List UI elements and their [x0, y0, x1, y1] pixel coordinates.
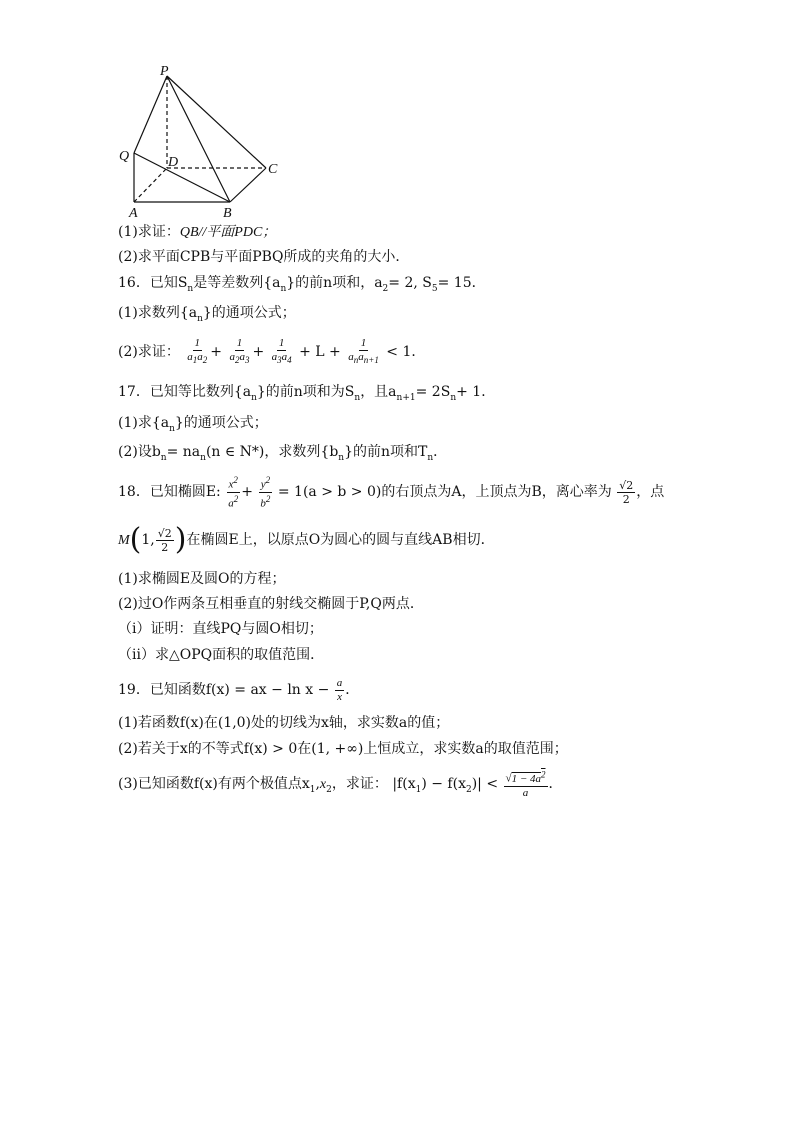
frac-a-x: $\frac{a}{x}$	[336, 676, 343, 703]
p17-stem-d: = 2S	[415, 384, 451, 400]
frac-sqrt2-2-b: $\frac{√2}{2}$	[157, 526, 172, 554]
p18-q1-text: (1)求椭圆E及圆O的方程；	[118, 571, 286, 587]
label-q: Q	[119, 149, 130, 164]
p19-stem-b: ．	[345, 682, 360, 698]
p18-stem-c: ，点	[636, 484, 665, 501]
p18-q2i	[118, 620, 323, 638]
p17-q1-b: }的通项公式；	[174, 415, 268, 431]
label-a: A	[129, 206, 138, 221]
p15-q1	[118, 223, 276, 242]
pyramid-figure	[0, 0, 793, 230]
p15-q2	[118, 248, 409, 266]
p18-q2ii-text: （ii）求△OPQ面积的取值范围．	[118, 647, 325, 663]
p16-stem-b: 是等差数列{a	[193, 275, 281, 291]
p18-stem-b: = 1(a > b > 0)的右顶点为A，上顶点为B，离心率为	[277, 484, 612, 501]
frac-sqrt-1-4a2-a: $\frac{√1 - 4a^2}{a}$	[505, 769, 546, 799]
p18-stem-a: 18．已知椭圆E:	[118, 484, 221, 501]
edge-qb	[134, 153, 230, 202]
p18-q2-text: (2)过O作两条互相垂直的射线交椭圆于P,Q两点．	[118, 596, 424, 612]
label-b: B	[223, 206, 232, 221]
p16-q1-a: (1)求数列{a	[118, 305, 198, 321]
p19-q2-text: (2)若关于x的不等式f(x) > 0在(1, +∞)上恒成立，求实数a的取值范围；	[118, 741, 568, 757]
p17-stem-a: 17．已知等比数列{a	[118, 384, 252, 400]
p19-q3-a: (3)已知函数f(x)有两个极值点x	[118, 776, 310, 792]
p16-stem: 16．已知$S_n$是等差数列$\{a_n\}$的前n项和，$a_2= 2$, $S_5= 15$．	[118, 275, 486, 294]
frac-1-anan1: $\frac{1}{a_na_{n+1}}$	[348, 336, 379, 366]
p19-q3-end: ．	[548, 776, 563, 792]
p17-q2-c: ，求数列{b	[264, 444, 339, 460]
p16-q1-b: }的通项公式；	[202, 305, 296, 321]
label-d: D	[168, 155, 179, 170]
p16-q2-dots: + L +	[299, 344, 341, 360]
p19-q3-abs-c: )| <	[471, 776, 499, 792]
frac-1-a1a2: $\frac{1}{a_1a_2}$	[187, 336, 208, 366]
p17-q2-e: ．	[433, 444, 448, 460]
p17-q2: (2)设$b_n= na_n(n$ ∈ N*)，求数列$\{b_n\}$的前n项和$T_n$．	[118, 444, 448, 463]
p16-stem-c: }的前n项和，a	[286, 275, 383, 291]
label-p: P	[160, 64, 169, 79]
frac-1-a3a4: $\frac{1}{a_3a_4}$	[271, 336, 292, 366]
p15-q1-label: (1)求证：	[118, 224, 180, 240]
p18-line2: M(1, $\frac{√2}{2}$ )在椭圆E上，以原点O为圆心的圆与直线AB相切．	[118, 522, 495, 557]
p18-stem: 18．已知椭圆E: $\frac{x^2}{a^2}$ + $\frac{y^2}{b^2}$ = 1(a > b > 0)的右顶点为A，上顶点为B，离心率为 $\frac{√2}{2}$ ，点	[118, 475, 665, 510]
edge-pc	[167, 76, 266, 168]
p17-q2-cond: (n ∈ N*)	[205, 444, 265, 460]
p18-q1	[118, 570, 286, 588]
p16-q2: (2)求证： $\frac{1}{a_1a_2}$ + $\frac{1}{a_2a_3}$ + $\frac{1}{a_3a_4}$ + L + $\frac{1}{a_na_{n+1}}$ < 1．	[118, 336, 426, 366]
p16-stem-d: = 2, S	[388, 275, 432, 291]
p19-q3-b: ，求证：	[331, 776, 388, 792]
p16-stem-e: = 15．	[437, 275, 486, 291]
p16-q2-label: (2)求证：	[118, 344, 180, 360]
p19-q1-text: (1)若函数f(x)在(1,0)处的切线为x轴，求实数a的值；	[118, 715, 450, 731]
p17-stem-b: }的前n项和为S	[256, 384, 355, 400]
p17-stem-e: + 1．	[456, 384, 496, 400]
p19-q3: (3)已知函数f(x)有两个极值点$x_1,x_2$，求证： $|f(x_1) - f(x_2)|$ < $\frac{√1 - 4a^2}{a}$ ．	[118, 769, 563, 799]
label-c: C	[268, 162, 278, 177]
edge-bc	[230, 168, 266, 202]
p17-q2-d: }的前n项和T	[344, 444, 428, 460]
p19-stem-a: 19．已知函数f(x) = ax − ln x −	[118, 682, 330, 698]
p16-q2-end: < 1．	[386, 344, 426, 360]
p19-stem	[118, 672, 359, 708]
p18-q2	[118, 595, 424, 613]
p16-q1: (1)求数列$\{a_n\}$的通项公式；	[118, 305, 296, 324]
p17-stem: 17．已知等比数列$\{a_n\}$的前n项和为$S_n$，且$a_{n+1}= 2S_n+ 1$．	[118, 384, 496, 403]
p19-q3-abs-b: ) − f(x	[421, 776, 466, 792]
p18-q2ii	[118, 646, 324, 664]
p17-q2-b: = na	[166, 444, 201, 460]
edge-ad-hidden	[134, 168, 167, 202]
p17-q1: (1)求$\{a_n\}$的通项公式；	[118, 415, 268, 434]
frac-x2-a2: $\frac{x^2}{a^2}$	[228, 475, 239, 510]
p15-q1-text: QB//平面PDC；	[179, 225, 277, 240]
p19-q1	[118, 714, 449, 732]
edge-pb	[167, 76, 230, 202]
frac-sqrt2-2: $\frac{√2}{2}$	[619, 478, 634, 506]
edge-pq	[134, 76, 167, 153]
p17-q2-a: (2)设b	[118, 444, 161, 460]
p17-stem-c: ，且a	[360, 384, 397, 400]
p17-q1-a: (1)求{a	[118, 415, 170, 431]
p18-line2-text: 在椭圆E上，以原点O为圆心的圆与直线AB相切．	[186, 532, 495, 548]
frac-1-a2a3: $\frac{1}{a_2a_3}$	[229, 336, 250, 366]
p16-stem-a: 16．已知S	[118, 275, 188, 291]
frac-y2-b2: $\frac{y^2}{b^2}$	[260, 475, 271, 510]
p19-q2	[118, 740, 568, 758]
p18-q2i-text: （i）证明：直线PQ与圆O相切；	[118, 621, 323, 637]
p19-q3-abs-a: |f(x	[392, 776, 416, 792]
point-m: M	[118, 533, 130, 548]
p15-q2-text: (2)求平面CPB与平面PBQ所成的夹角的大小．	[118, 249, 410, 265]
